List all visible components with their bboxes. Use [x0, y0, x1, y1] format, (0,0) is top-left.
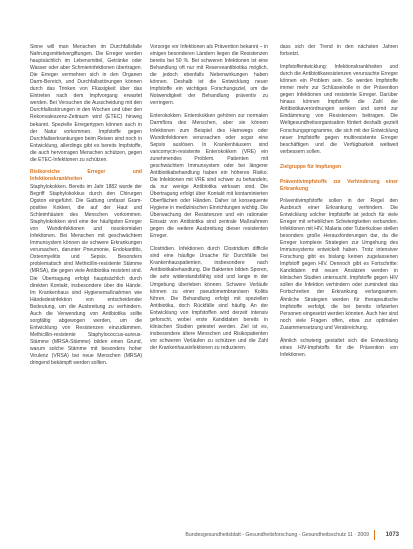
paragraph: Impfstoffentwicklung: Infektionskrankheiten und durch die Antibiotikaresistenzen verursachte Erreger können ein Problem sein. So werden Impfstoffe immer mehr zur Schlüsselrolle in der Prävention gegen Infektionen und resistente Erreger. Darüber hinaus können Impfstoffe die Zahl der Antibiotikaverordnungen senken und somit zur Eindämmung von Resistenzen beitragen. Die Weltgesundheitsorganisation fördert deshalb gezielt Forschungsprogramme, die sich mit der Entwicklung neuer Impfstoffe gegen multiresistente Erreger beschäftigen und die Verfügbarkeit weltweit verbessern sollen.: [280, 64, 398, 155]
footer-divider: [374, 530, 375, 540]
paragraph: Präventivimpfstoffe sollen in der Regel den Ausbruch einer Erkrankung verhindern. Die Entwicklung solcher Impfstoffe ist jedoch für viele Erreger mit erheblichen Schwierigkeiten verbunden. Infektionen mit HIV, Malaria oder Tuberkulose stellen besonders große Herausforderungen dar, da die Erreger komplexe Strategien zur Umgehung des Immunsystems entwickelt haben. Trotz intensiver Forschung gibt es bislang keinen zugelassenen Impfstoff gegen HIV. Dennoch gibt es Fortschritte: Kandidaten mit neuen Ansätzen werden in klinischen Studien untersucht. Impfstoffe gegen HIV sollen die Infektion verhindern oder zumindest das Fortschreiten der Erkrankung verlangsamen. Ähnliche Strategien werden für therapeutische Impfstoffe verfolgt, die bei bereits infizierten Personen eingesetzt werden könnten. Auch hier sind noch viele Fragen offen, etwa zur optimalen Zusammensetzung und Verabreichung.: [280, 197, 398, 331]
text-column-2: [150, 44, 268, 352]
text-column-3: [280, 44, 398, 359]
section-heading: Risikoreiche Erreger und Infektionskrankheiten: [30, 168, 142, 182]
journal-citation: Bundesgesundheitsblatt - Gesundheitsforschung - Gesundheitsschutz 11 · 2009: [185, 532, 369, 538]
page-number: 1073: [385, 532, 399, 538]
subsection-heading: Präventivimpfstoffe zur Verhinderung einer Erkrankung: [280, 178, 398, 192]
paragraph: Sinne will man Menschen im Durchfallsfalle Nahrungsmittelvergiftungen. Die Erreger werden hauptsächlich im Lebensmittel, Getränke oder Wasser oder aber Schmierinfektionen übertragen. Die Erreger vermehren sich in den Organen Darm-Bereich, und Durchfallsstörungen können durch das Trinken von Flüssigkeit über das Eintreten nach dem Impfvorgang erwartet werden. Bei Versuchen die Ausscheidung mit den Durchfallsstörungen in den Wochen und über den Rekonvaleszenz-Zeitraum wird (ETEC) hinweg bekannt. Spezielle Erregertypen können auch in der Natur vorkommen. Impfstoffe gegen Durchfallserkrankungen beim Reisen sind noch in Entwicklung, allerdings gibt es bereits Impfstoffe, die auch hervorragen Menschen schützen, gegen die ETEC-Infektionen zu schützen.: [30, 44, 142, 163]
page-footer: [0, 529, 413, 541]
paragraph: Vorsorge vor Infektionen als Prävention bekannt – in einigen besonderen Ländern liegen die Resistenzen bereits bei 50 %. Bei schweren Infektionen ist eine Behandlung oft nur mit Reserveantibiotika möglich, die jedoch ebenfalls Nebenwirkungen haben können. Deshalb ist die Entwicklung neuer Impfstoffe ein wichtiges Forschungsziel, um die Notwendigkeit der Behandlung präventiv zu verringern.: [150, 44, 268, 107]
paragraph: Clostridien. Infektionen durch Clostridium difficile sind eine häufige Ursache für Durchfälle bei Krankenhauspatienten, insbesondere nach Antibiotikabehandlung. Die Bakterien bilden Sporen, die sehr widerstandsfähig sind und lange in der Umgebung überleben können. Schwere Verläufe können zu einer pseudomembranösen Kolitis führen. Die Behandlung erfolgt mit speziellen Antibiotika, doch Rückfälle sind häufig. An der Entwicklung von Impfstoffen wird derzeit intensiv geforscht, wobei erste Kandidaten bereits in klinischen Studien getestet werden. Ziel ist es, insbesondere ältere Menschen und Risikopatienten vor schweren Verläufen zu schützen und die Zahl der Krankenhausinfektionen zu reduzieren.: [150, 246, 268, 351]
paragraph: Ähnlich schwierig gestaltet sich die Entwicklung eines HIV-Impfstoffs für die Prävention von Infektionen.: [280, 337, 398, 358]
paragraph: Enterokokken. Enterokokken gehören zur normalen Darmflora des Menschen, aber sie können Infektionen zum Beispiel des Harnwegs oder Wundinfektionen verursachen oder sogar eine Sepsis auslösen. In Krankenhäusern sind vancomycin-resistente Enterokokken (VRE) ein zunehmendes Problem. Patienten mit geschwächtem Immunsystem oder bei längerer Antibiotikabehandlung haben ein höheres Risiko. Die Infektionen mit VRE sind schwer zu behandeln, da nur wenige Antibiotika wirksam sind. Die Übertragung erfolgt über Kontakt mit kontaminierten Oberflächen oder Händen. Daher ist konsequente Hygiene in medizinischen Einrichtungen wichtig. Die Überwachung der Resistenzen und ein rationaler Einsatz von Antibiotika sind zentrale Maßnahmen gegen die weitere Ausbreitung dieser resistenten Erreger.: [150, 113, 268, 240]
section-heading: Zielgruppe für Impfungen: [280, 163, 342, 170]
paragraph: Staphylokokken. Bereits im Jahr 1882 wurde der Begriff Staphylokokkus durch den Chirurgen Ogston eingeführt. Die Gattung umfasst Gram-positive Kokken, die auf der Haut und Schleimhäuten des Menschen vorkommen. Staphylokokken sind eine der häufigsten Erreger von Wundinfektionen und nosokomialen Infektionen. Bei Menschen mit geschwächtem Immunsystem können sie schwere Erkrankungen verursachen, darunter Pneumonie, Endokarditis, Osteomyelitis und Sepsis. Besonders problematisch sind Methicillin-resistente Stämme (MRSA), die gegen viele Antibiotika resistent sind. Die Übertragung erfolgt hauptsächlich durch direkten Kontakt, insbesondere über die Hände. Im Krankenhaus sind Hygienemaßnahmen wie Händedesinfektion von entscheidender Bedeutung, um die Ausbreitung zu verhindern. Auch die Verwendung von Antibiotika sollte sorgfältig abgewogen werden, um die Entwicklung von Resistenzen einzudämmen. Methicillin-resistente Staphylococcus-aureus-Stämme (MRSA-Stämme) bilden einen Grund, warum solche Stämme mit besonders hoher Virulenz (VRSA) bei neue Menschen (MRSA) dringend bekämpft werden sollten.: [30, 183, 142, 367]
text-column-1: [30, 44, 142, 367]
paragraph: dass sich der Trend in den nächsten Jahren fortsetzt.: [280, 44, 398, 58]
